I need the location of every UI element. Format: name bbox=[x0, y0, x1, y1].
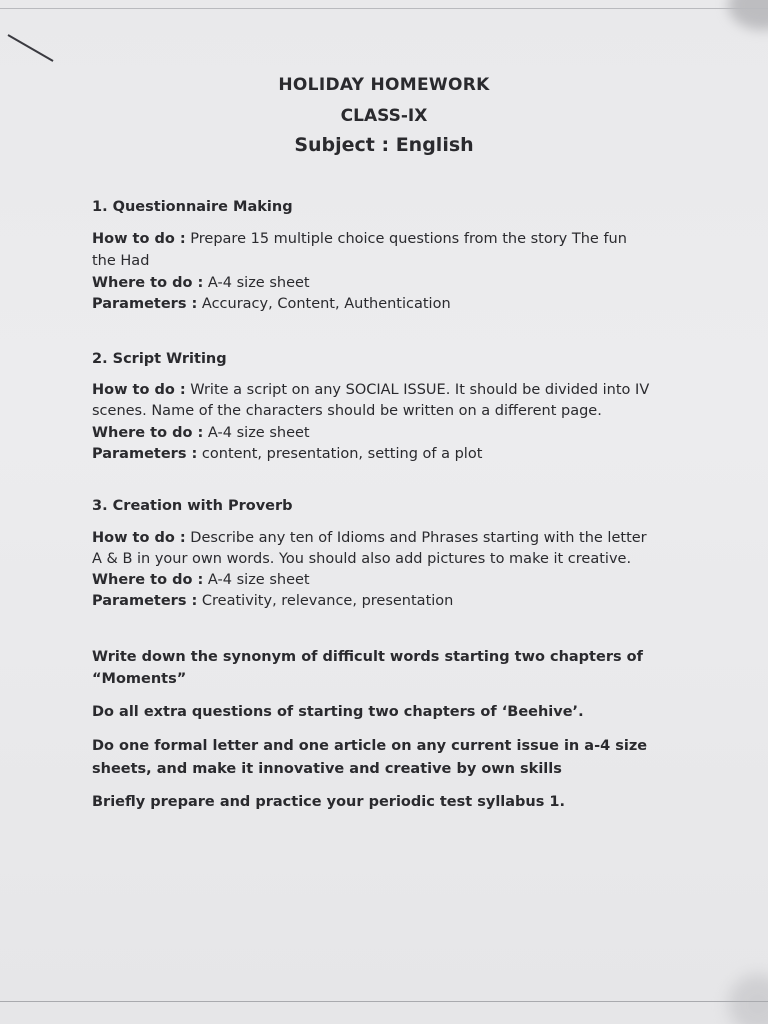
params-label: Parameters : bbox=[92, 296, 198, 312]
task-synonyms-cont: “Moments” bbox=[92, 671, 187, 687]
section-3-how-cont: A & B in your own words. You should also add pictures to make it creative. bbox=[92, 551, 632, 567]
section-1-how-cont: the Had bbox=[92, 253, 150, 269]
where-label: Where to do : bbox=[92, 425, 204, 441]
where-text: A-4 size sheet bbox=[203, 425, 310, 441]
task-syllabus: Briefly prepare and practice your periodic test syllabus 1. bbox=[92, 794, 566, 810]
section-3-params bbox=[92, 593, 453, 609]
how-text: Write a script on any SOCIAL ISSUE. It should be divided into IV bbox=[185, 382, 650, 398]
section-3-where bbox=[92, 572, 310, 588]
task-letter: Do one formal letter and one article on any current issue in a-4 size bbox=[92, 738, 648, 754]
section-2-params bbox=[92, 446, 482, 462]
section-3-title: 3. Creation with Proverb bbox=[92, 498, 293, 514]
params-label: Parameters : bbox=[92, 593, 198, 609]
how-label: How to do : bbox=[92, 231, 186, 247]
section-1-title: 1. Questionnaire Making bbox=[92, 199, 293, 215]
page-title: HOLIDAY HOMEWORK bbox=[278, 75, 490, 95]
section-2-title: 2. Script Writing bbox=[92, 351, 227, 367]
where-text: A-4 size sheet bbox=[203, 275, 310, 291]
where-label: Where to do : bbox=[92, 275, 204, 291]
pen-mark bbox=[8, 34, 54, 62]
class-label: CLASS-IX bbox=[340, 106, 428, 126]
section-1-params bbox=[92, 296, 451, 312]
subject-label: Subject : English bbox=[294, 134, 474, 156]
section-2-how-cont: scenes. Name of the characters should be written on a different page. bbox=[92, 403, 602, 419]
where-text: A-4 size sheet bbox=[203, 572, 310, 588]
corner-shadow bbox=[728, 974, 768, 1024]
how-label: How to do : bbox=[92, 382, 186, 398]
corner-shadow bbox=[728, 0, 768, 30]
params-text: content, presentation, setting of a plot bbox=[197, 446, 483, 462]
section-1-how bbox=[92, 231, 627, 247]
section-2-how bbox=[92, 382, 649, 398]
task-synonyms: Write down the synonym of difficult words starting two chapters of bbox=[92, 649, 643, 665]
section-2-where bbox=[92, 425, 310, 441]
params-label: Parameters : bbox=[92, 446, 198, 462]
paper-fold-line bbox=[0, 1001, 768, 1002]
how-label: How to do : bbox=[92, 530, 186, 546]
params-text: Accuracy, Content, Authentication bbox=[197, 296, 451, 312]
section-1-where bbox=[92, 275, 310, 291]
how-text: Describe any ten of Idioms and Phrases starting with the letter bbox=[185, 530, 647, 546]
section-3-how bbox=[92, 530, 647, 546]
where-label: Where to do : bbox=[92, 572, 204, 588]
task-letter-cont: sheets, and make it innovative and creative by own skills bbox=[92, 761, 562, 777]
how-text: Prepare 15 multiple choice questions from the story The fun bbox=[185, 231, 627, 247]
task-beehive: Do all extra questions of starting two chapters of ‘Beehive’. bbox=[92, 704, 584, 720]
params-text: Creativity, relevance, presentation bbox=[197, 593, 454, 609]
paper-fold-line bbox=[0, 8, 768, 9]
